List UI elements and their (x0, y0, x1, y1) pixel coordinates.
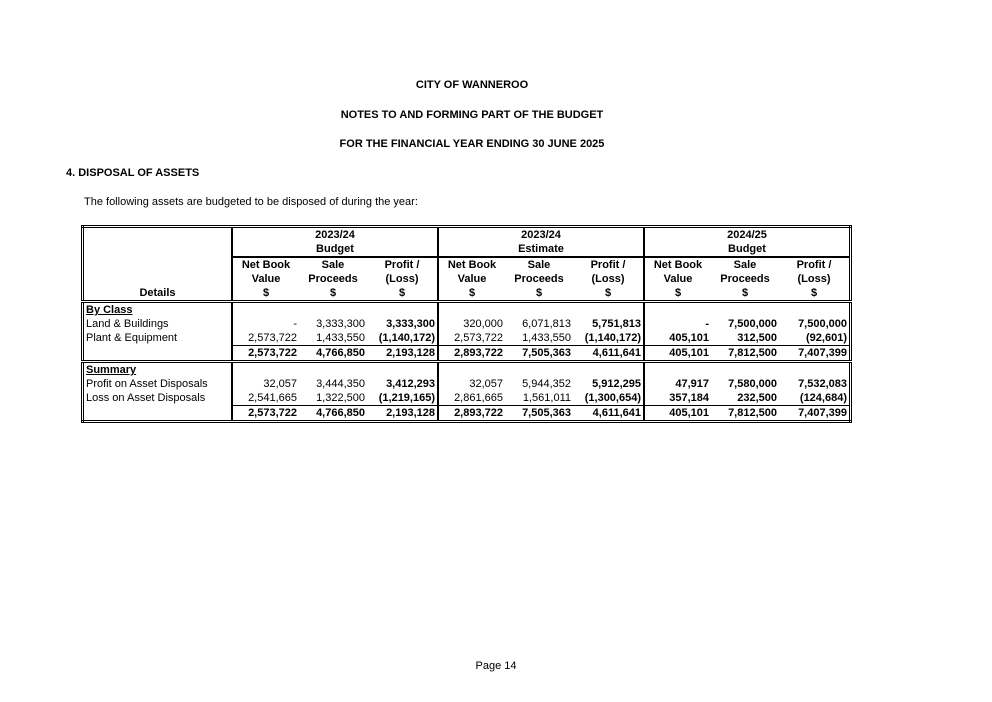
total-row (83, 406, 851, 422)
row-label-blank (83, 406, 233, 422)
section-intro: The following assets are budgeted to be disposed of during the year: (84, 196, 418, 208)
value-cell: 1,433,550 (316, 332, 365, 344)
value-cell: 2,573,722 (232, 331, 299, 346)
blank-cell (367, 362, 438, 378)
value-cell: (124,684) (799, 392, 847, 404)
group-year: 2023/24 (232, 227, 438, 243)
column-header: Net Book (438, 257, 505, 272)
value-cell: 32,057 (438, 377, 505, 391)
value-cell: 232,500 (737, 392, 777, 404)
value-cell: 5,912,295 (592, 378, 641, 390)
table-row (83, 317, 851, 331)
total-cell: 7,812,500 (711, 406, 779, 422)
blank-cell (232, 302, 299, 318)
row-label-blank (83, 346, 233, 362)
group-year: 2023/24 (438, 227, 644, 243)
blank-cell (505, 362, 573, 378)
row-label: Loss on Asset Disposals (86, 392, 206, 405)
value-cell: 3,444,350 (316, 378, 365, 390)
value-cell: 405,101 (644, 331, 711, 346)
value-cell: 3,333,300 (386, 318, 435, 330)
column-header: (Loss) (591, 273, 625, 285)
value-cell: 1,322,500 (316, 392, 365, 404)
column-header: (Loss) (385, 273, 419, 285)
value-cell: (1,140,172) (378, 332, 435, 344)
column-header: Proceeds (514, 273, 564, 285)
column-header: Net Book (232, 257, 299, 272)
row-label: Land & Buildings (86, 318, 169, 330)
total-cell: 7,505,363 (505, 406, 573, 422)
column-header: $ (535, 287, 543, 299)
blank-cell (505, 302, 573, 318)
value-cell: 7,580,000 (728, 378, 777, 390)
section-label (83, 362, 233, 378)
total-cell: 4,611,641 (573, 346, 644, 362)
value-cell: 3,412,293 (386, 378, 435, 390)
column-header: $ (644, 286, 711, 302)
total-cell: 2,193,128 (367, 406, 438, 422)
column-header: $ (398, 287, 406, 299)
details-header-blank (83, 227, 233, 243)
blank-cell (711, 302, 779, 318)
value-cell: (92,601) (806, 332, 847, 344)
blank-cell (779, 362, 851, 378)
column-header: $ (438, 286, 505, 302)
column-header: Net Book (644, 257, 711, 272)
total-cell: 2,893,722 (438, 406, 505, 422)
disposal-table (81, 225, 852, 423)
blank-cell (711, 362, 779, 378)
org-title: CITY OF WANNEROO (415, 79, 529, 91)
blank-cell (299, 302, 367, 318)
value-cell: 1,561,011 (522, 392, 571, 404)
column-header: Profit / (796, 259, 832, 271)
column-header: Profit / (590, 259, 626, 271)
total-cell: 2,893,722 (438, 346, 505, 362)
blank-cell (644, 362, 711, 378)
value-cell: 32,057 (232, 377, 299, 391)
document-title: NOTES TO AND FORMING PART OF THE BUDGET (340, 109, 604, 121)
total-cell: 7,505,363 (505, 346, 573, 362)
blank-cell (367, 302, 438, 318)
total-cell: 2,193,128 (367, 346, 438, 362)
page-number: Page 14 (475, 660, 517, 672)
period-title: FOR THE FINANCIAL YEAR ENDING 30 JUNE 2025 (339, 138, 605, 150)
column-header: Value (644, 272, 711, 286)
blank-cell (573, 302, 644, 318)
blank-cell (779, 302, 851, 318)
group-year: 2024/25 (644, 227, 851, 243)
value-cell: 320,000 (438, 317, 505, 331)
value-cell: 7,500,000 (798, 318, 847, 330)
total-row (83, 346, 851, 362)
column-header: $ (810, 287, 818, 299)
total-cell: 2,573,722 (232, 406, 299, 422)
column-header: Proceeds (720, 273, 770, 285)
column-header: $ (604, 287, 612, 299)
value-cell: (1,300,654) (584, 392, 641, 404)
value-cell: 5,944,352 (522, 378, 571, 390)
value-cell: 3,333,300 (316, 318, 365, 330)
total-cell: 7,812,500 (711, 346, 779, 362)
value-cell: - (644, 317, 711, 331)
value-cell: 7,532,083 (798, 378, 847, 390)
value-cell: - (232, 317, 299, 331)
value-cell: 312,500 (737, 332, 777, 344)
blank-cell (573, 362, 644, 378)
column-header: Sale (527, 259, 551, 271)
value-cell: 5,751,813 (592, 318, 641, 330)
value-cell: 7,500,000 (728, 318, 777, 330)
group-type: Estimate (438, 242, 644, 257)
total-cell: 2,573,722 (232, 346, 299, 362)
value-cell: 2,861,665 (438, 391, 505, 406)
total-cell: 405,101 (644, 406, 711, 422)
table-row (83, 377, 851, 391)
group-type: Budget (232, 242, 438, 257)
section-heading: 4. DISPOSAL OF ASSETS (66, 167, 200, 179)
value-cell: 47,917 (644, 377, 711, 391)
column-header: Sale (321, 259, 345, 271)
column-header: Sale (733, 259, 757, 271)
blank-cell (232, 362, 299, 378)
table-row (83, 331, 851, 346)
value-cell: 2,573,722 (438, 331, 505, 346)
blank-cell (299, 362, 367, 378)
total-cell: 4,766,850 (299, 406, 367, 422)
value-cell: 2,541,665 (232, 391, 299, 406)
column-header: Value (438, 272, 505, 286)
total-cell: 7,407,399 (779, 346, 851, 362)
details-header: Details (139, 287, 176, 299)
details-header-blank (83, 257, 233, 272)
details-header-blank (83, 242, 233, 257)
column-header: (Loss) (797, 273, 831, 285)
total-cell: 7,407,399 (779, 406, 851, 422)
blank-cell (438, 302, 505, 318)
total-cell: 4,611,641 (573, 406, 644, 422)
table-row (83, 391, 851, 406)
section-label-text: By Class (86, 304, 133, 316)
value-cell: 357,184 (644, 391, 711, 406)
value-cell: 1,433,550 (522, 332, 571, 344)
section-label (83, 302, 233, 318)
value-cell: (1,219,165) (378, 392, 435, 404)
column-header: Value (232, 272, 299, 286)
column-header: $ (232, 286, 299, 302)
total-cell: 405,101 (644, 346, 711, 362)
column-header: Profit / (384, 259, 420, 271)
details-header-blank (83, 272, 233, 286)
value-cell: 6,071,813 (522, 318, 571, 330)
column-header: $ (329, 287, 337, 299)
blank-cell (438, 362, 505, 378)
group-type: Budget (644, 242, 851, 257)
column-header: Proceeds (308, 273, 358, 285)
blank-cell (644, 302, 711, 318)
section-label-text: Summary (86, 364, 137, 376)
row-label: Profit on Asset Disposals (86, 378, 208, 390)
total-cell: 4,766,850 (299, 346, 367, 362)
row-label: Plant & Equipment (86, 332, 178, 345)
value-cell: (1,140,172) (584, 332, 641, 344)
column-header: $ (741, 287, 749, 299)
